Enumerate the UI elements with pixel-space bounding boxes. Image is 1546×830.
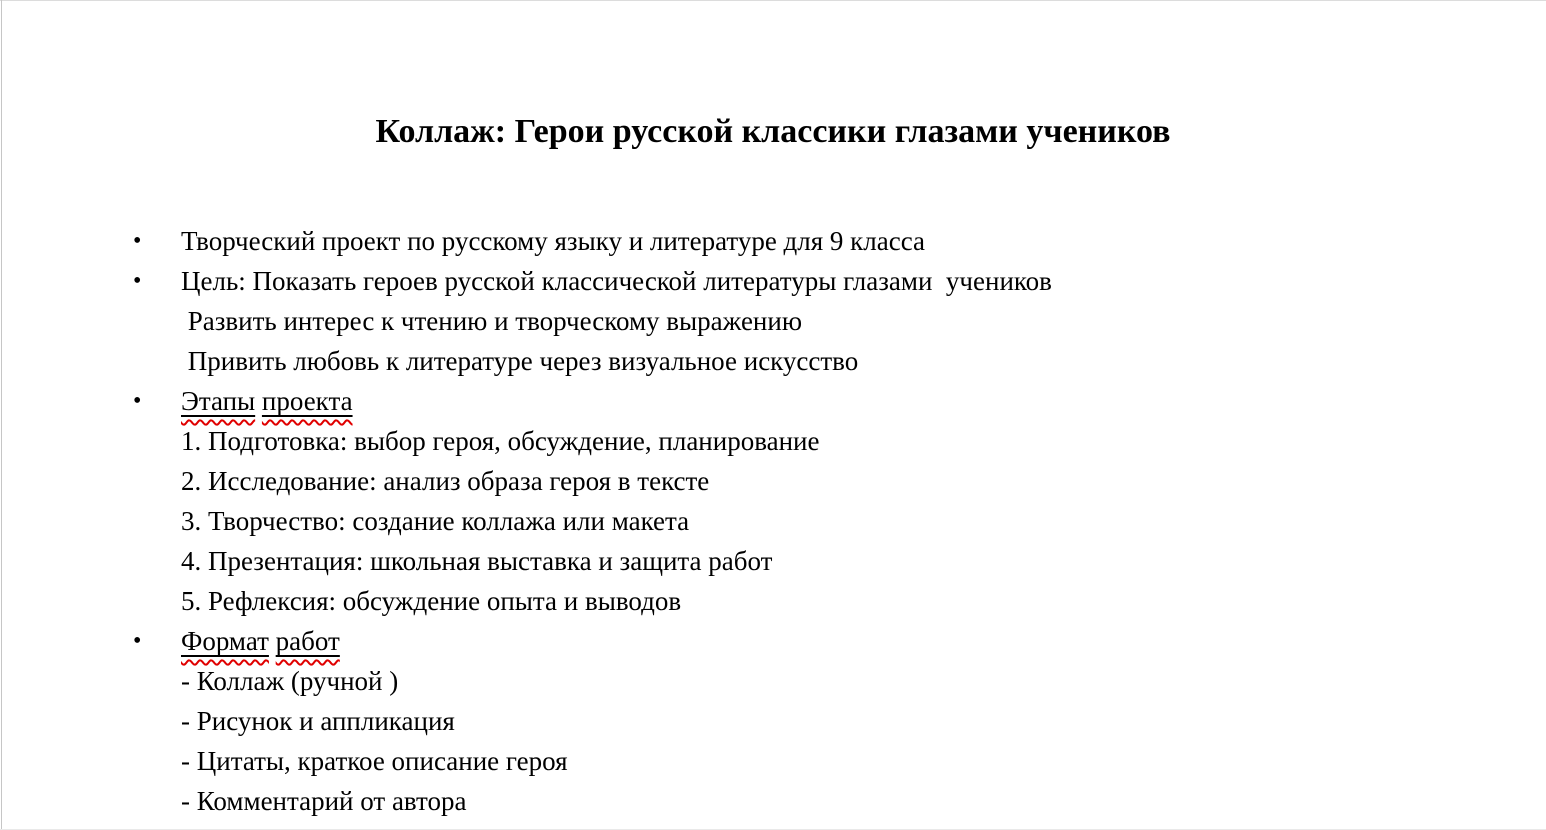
bullet-list	[0, 221, 1546, 821]
spellcheck-underline: Этапы	[181, 386, 256, 416]
bullet-marker: •	[133, 388, 142, 414]
underlined-word	[276, 626, 340, 656]
list-item-text[interactable]: Творческий проект по русскому языку и литературе для 9 класса	[181, 226, 926, 256]
list-item-text[interactable]: Цель: Показать героев русской классической литературы глазами учеников	[181, 266, 1052, 296]
underlined-word	[181, 626, 269, 656]
list-item-content	[181, 381, 1546, 621]
list-item-content	[181, 261, 1546, 381]
list-item-subline[interactable]: 3. Творчество: создание коллажа или макета	[181, 506, 690, 536]
spellcheck-underline: работ	[275, 626, 340, 656]
spellcheck-underline: проекта	[261, 386, 353, 416]
list-item-content	[181, 221, 1546, 261]
bullet-marker: •	[133, 628, 142, 654]
list-item-subline[interactable]: 1. Подготовка: выбор героя, обсуждение, планирование	[181, 426, 820, 456]
list-item-content	[181, 621, 1546, 821]
page-edge-top	[0, 0, 1546, 1]
bullet-marker: •	[133, 228, 142, 254]
list-item-subline[interactable]: 2. Исследование: анализ образа героя в тексте	[181, 466, 710, 496]
list-item-subline[interactable]: Привить любовь к литературе через визуальное искусство	[181, 346, 859, 376]
list-item-subline[interactable]: - Цитаты, краткое описание героя	[181, 746, 568, 776]
list-item-subline[interactable]: 4. Презентация: школьная выставка и защита работ	[181, 546, 773, 576]
page-edge-left	[1, 0, 2, 830]
spellcheck-underline: Формат	[181, 626, 269, 656]
list-item-text[interactable]	[181, 621, 1546, 661]
list-item	[133, 221, 1546, 261]
list-item-subline[interactable]: Развить интерес к чтению и творческому выражению	[181, 306, 802, 336]
list-item-subline[interactable]: - Комментарий от автора	[181, 786, 467, 816]
bullet-marker: •	[133, 268, 142, 294]
document-title[interactable]: Коллаж: Герои русской классики глазами учеников	[375, 113, 1171, 150]
list-item	[133, 381, 1546, 621]
underlined-word	[181, 386, 255, 416]
list-item-subline[interactable]: - Коллаж (ручной )	[181, 666, 399, 696]
list-item-text[interactable]	[181, 381, 1546, 421]
list-item-subline[interactable]: 5. Рефлексия: обсуждение опыта и выводов	[181, 586, 682, 616]
list-item-subline[interactable]: - Рисунок и аппликация	[181, 706, 455, 736]
list-item	[133, 261, 1546, 381]
underlined-word	[262, 386, 353, 416]
list-item	[133, 621, 1546, 821]
